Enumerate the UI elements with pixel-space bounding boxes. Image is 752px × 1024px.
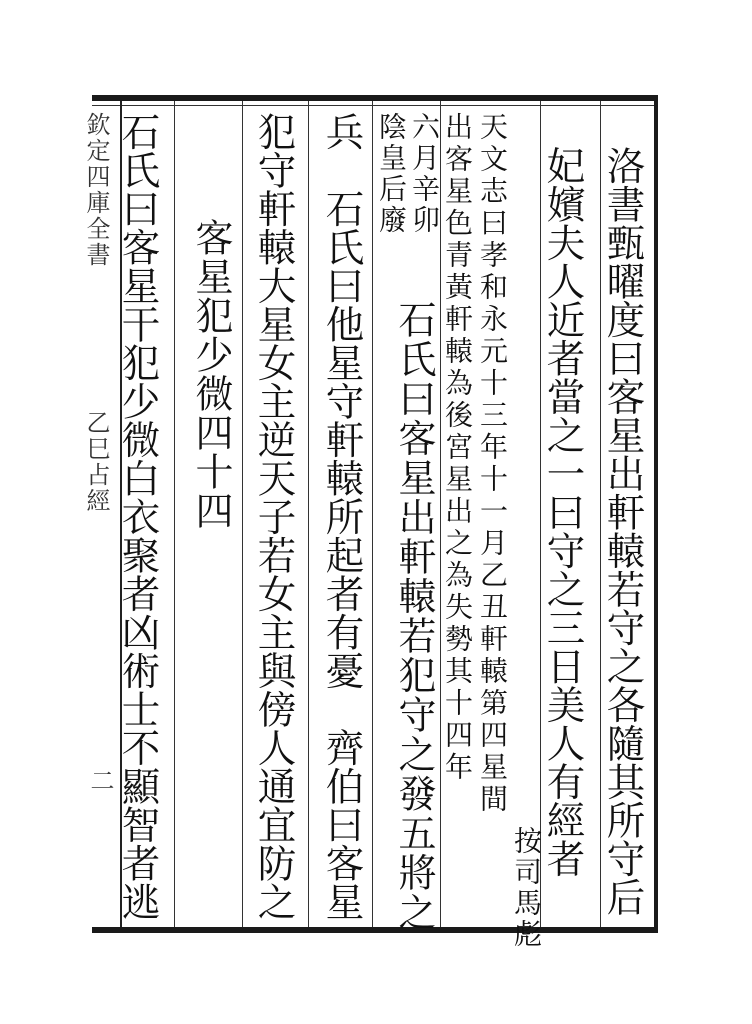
annotation-column-4: 六月辛卯 — [408, 112, 441, 236]
text-column-heading: 客星犯少微四十四 — [189, 218, 233, 530]
text-column-3: 石氏曰客星出軒轅若犯守之發五將之 — [392, 300, 436, 932]
margin-section-title: 乙巳占經 — [82, 410, 110, 514]
column-rule — [308, 101, 309, 927]
column-rule — [174, 101, 175, 927]
text-column-6: 石氏曰客星干犯少微白衣聚者凶術士不顯智者逃 — [115, 112, 161, 921]
margin-book-title: 欽定四庫全書 — [82, 112, 110, 268]
column-rule — [242, 101, 243, 927]
annotation-column-5: 陰皇后廢 — [375, 112, 408, 236]
text-column-4: 兵 石氏曰他星守軒轅所起者有憂 齊伯曰客星 — [319, 112, 365, 921]
margin-page-number: 二 — [86, 768, 114, 794]
column-rule — [372, 101, 373, 927]
annotation-column-1: 按司馬彪 — [510, 826, 543, 950]
text-column-1: 洛書甄曜度曰客星出軒轅若守之各隨其所守后 — [600, 146, 646, 916]
text-column-5: 犯守軒轅大星女主逆天子若女主與傍人通宜防之 — [251, 112, 297, 921]
annotation-column-2: 天文志曰孝和永元十三年十一月乙丑軒轅第四星間 — [476, 112, 509, 816]
text-column-2: 妃嬪夫人近者當之一曰守之三日美人有經者 — [540, 146, 586, 878]
annotation-column-3: 出客星色青黃軒轅為後宮星出之為失勢其十四年 — [441, 112, 474, 784]
